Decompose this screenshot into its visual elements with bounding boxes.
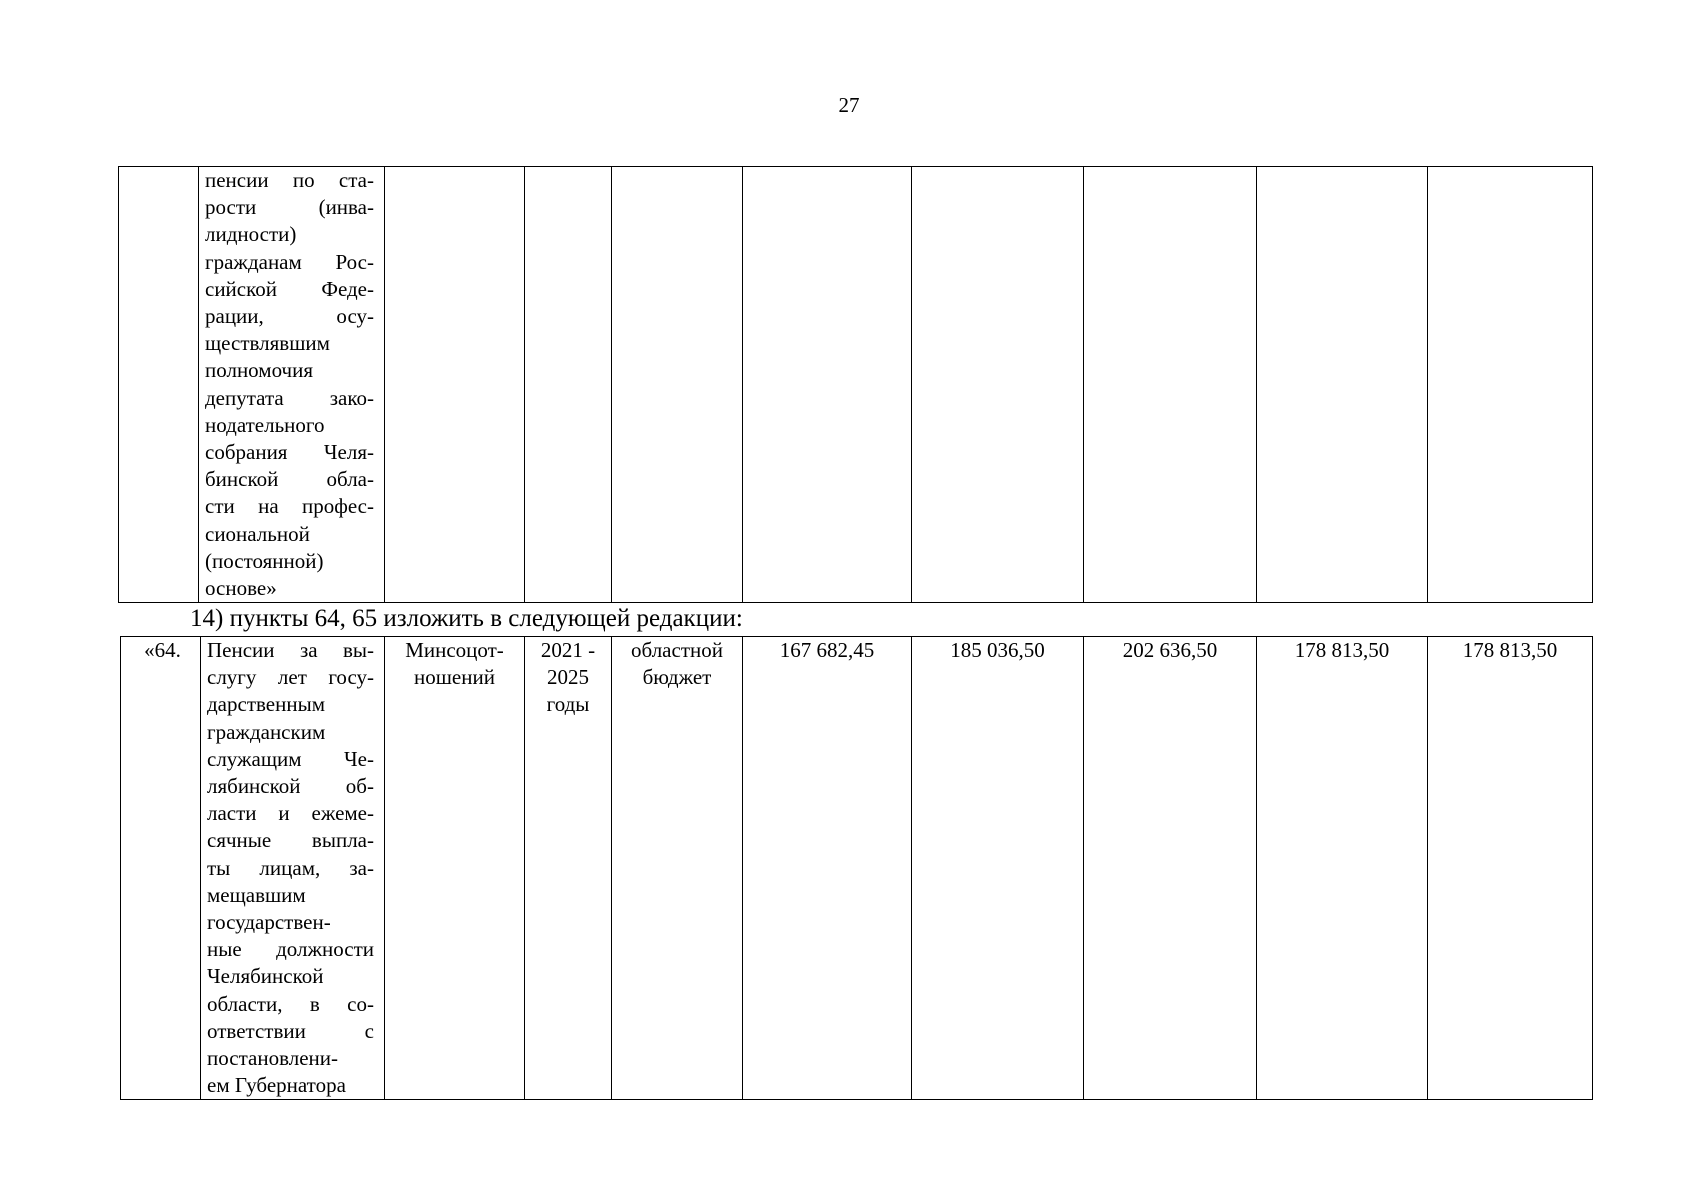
executor-line: ношений xyxy=(414,665,495,690)
description-line: нодательного xyxy=(205,412,325,437)
description-line: государствен- xyxy=(207,910,331,935)
description-line: ласти и ежеме- xyxy=(207,801,374,826)
description-line: дарственным xyxy=(207,692,325,717)
description-line: слугу лет госу- xyxy=(207,665,374,690)
amount-cell xyxy=(1257,167,1428,603)
description-line: лидности) xyxy=(205,222,297,247)
description-line: бинской обла- xyxy=(205,467,374,492)
description-line: собрания Челя- xyxy=(205,440,374,465)
amendment-instruction: 14) пункты 64, 65 изложить в следующей редакции: xyxy=(190,605,743,632)
amount-cell xyxy=(1257,637,1428,1100)
description-line: ответствии с xyxy=(207,1018,374,1043)
source-cell xyxy=(612,167,743,603)
amount-cell xyxy=(1084,167,1257,603)
description-line: ем Губернатора xyxy=(207,1073,346,1098)
amount-value: 202 636,50 xyxy=(1122,638,1218,662)
source-line: бюджет xyxy=(642,665,712,690)
period-cell xyxy=(525,637,612,1100)
amount-cell xyxy=(1428,167,1593,603)
description-line: пенсии по ста- xyxy=(205,168,374,192)
source-cell xyxy=(612,637,743,1100)
amount-value: 178 813,50 xyxy=(1294,638,1390,662)
description-line: Пенсии за вы- xyxy=(207,638,374,662)
description-line: рости (инва- xyxy=(205,195,374,220)
amount-value: 178 813,50 xyxy=(1462,638,1558,662)
table-row xyxy=(119,167,1593,603)
description-line: гражданским xyxy=(207,719,326,744)
description-line: депутата зако- xyxy=(205,385,374,410)
description-line: области, в со- xyxy=(207,991,374,1016)
period-cell xyxy=(525,167,612,603)
amount-cell xyxy=(743,637,912,1100)
description-line: постановлени- xyxy=(207,1046,338,1071)
description-line: служащим Че- xyxy=(207,746,374,771)
executor-cell xyxy=(385,637,525,1100)
amount-cell xyxy=(912,637,1084,1100)
amount-cell xyxy=(1084,637,1257,1100)
amount-cell xyxy=(912,167,1084,603)
page-number: 27 xyxy=(838,93,860,117)
description-line: ные должности xyxy=(207,937,374,962)
description-line: основе» xyxy=(205,576,277,601)
description-line: мещавшим xyxy=(207,882,306,907)
description-cell xyxy=(199,167,385,603)
description-line: сти на профес- xyxy=(205,494,374,519)
description-line: сийской Феде- xyxy=(205,276,374,301)
description-line: полномочия xyxy=(205,358,313,383)
amount-cell xyxy=(743,167,912,603)
executor-cell xyxy=(385,167,525,603)
period-line: годы xyxy=(546,692,590,717)
source-line: областной xyxy=(631,638,723,662)
row-number-cell xyxy=(119,167,199,603)
row-number-cell: «64. xyxy=(121,637,201,1100)
amended-table xyxy=(120,636,1593,1100)
description-line: сячные выпла- xyxy=(207,828,374,853)
description-line: ты лицам, за- xyxy=(207,855,374,880)
amount-cell xyxy=(1428,637,1593,1100)
description-line: сиональной xyxy=(205,521,310,546)
executor-line: Минсоцот- xyxy=(405,638,504,662)
description-line: (постоянной) xyxy=(205,548,324,573)
description-line: гражданам Рос- xyxy=(205,249,374,274)
description-line: Челябинской xyxy=(207,964,324,989)
description-line: ществлявшим xyxy=(205,331,330,356)
period-line: 2025 xyxy=(547,665,589,690)
continued-table xyxy=(118,166,1593,603)
amount-value: 167 682,45 xyxy=(779,638,875,662)
amount-value: 185 036,50 xyxy=(950,638,1045,662)
table-row xyxy=(121,637,1593,1100)
period-line: 2021 - xyxy=(540,638,596,662)
description-line: рации, осу- xyxy=(205,304,374,329)
description-cell xyxy=(201,637,385,1100)
description-line: лябинской об- xyxy=(207,774,374,799)
